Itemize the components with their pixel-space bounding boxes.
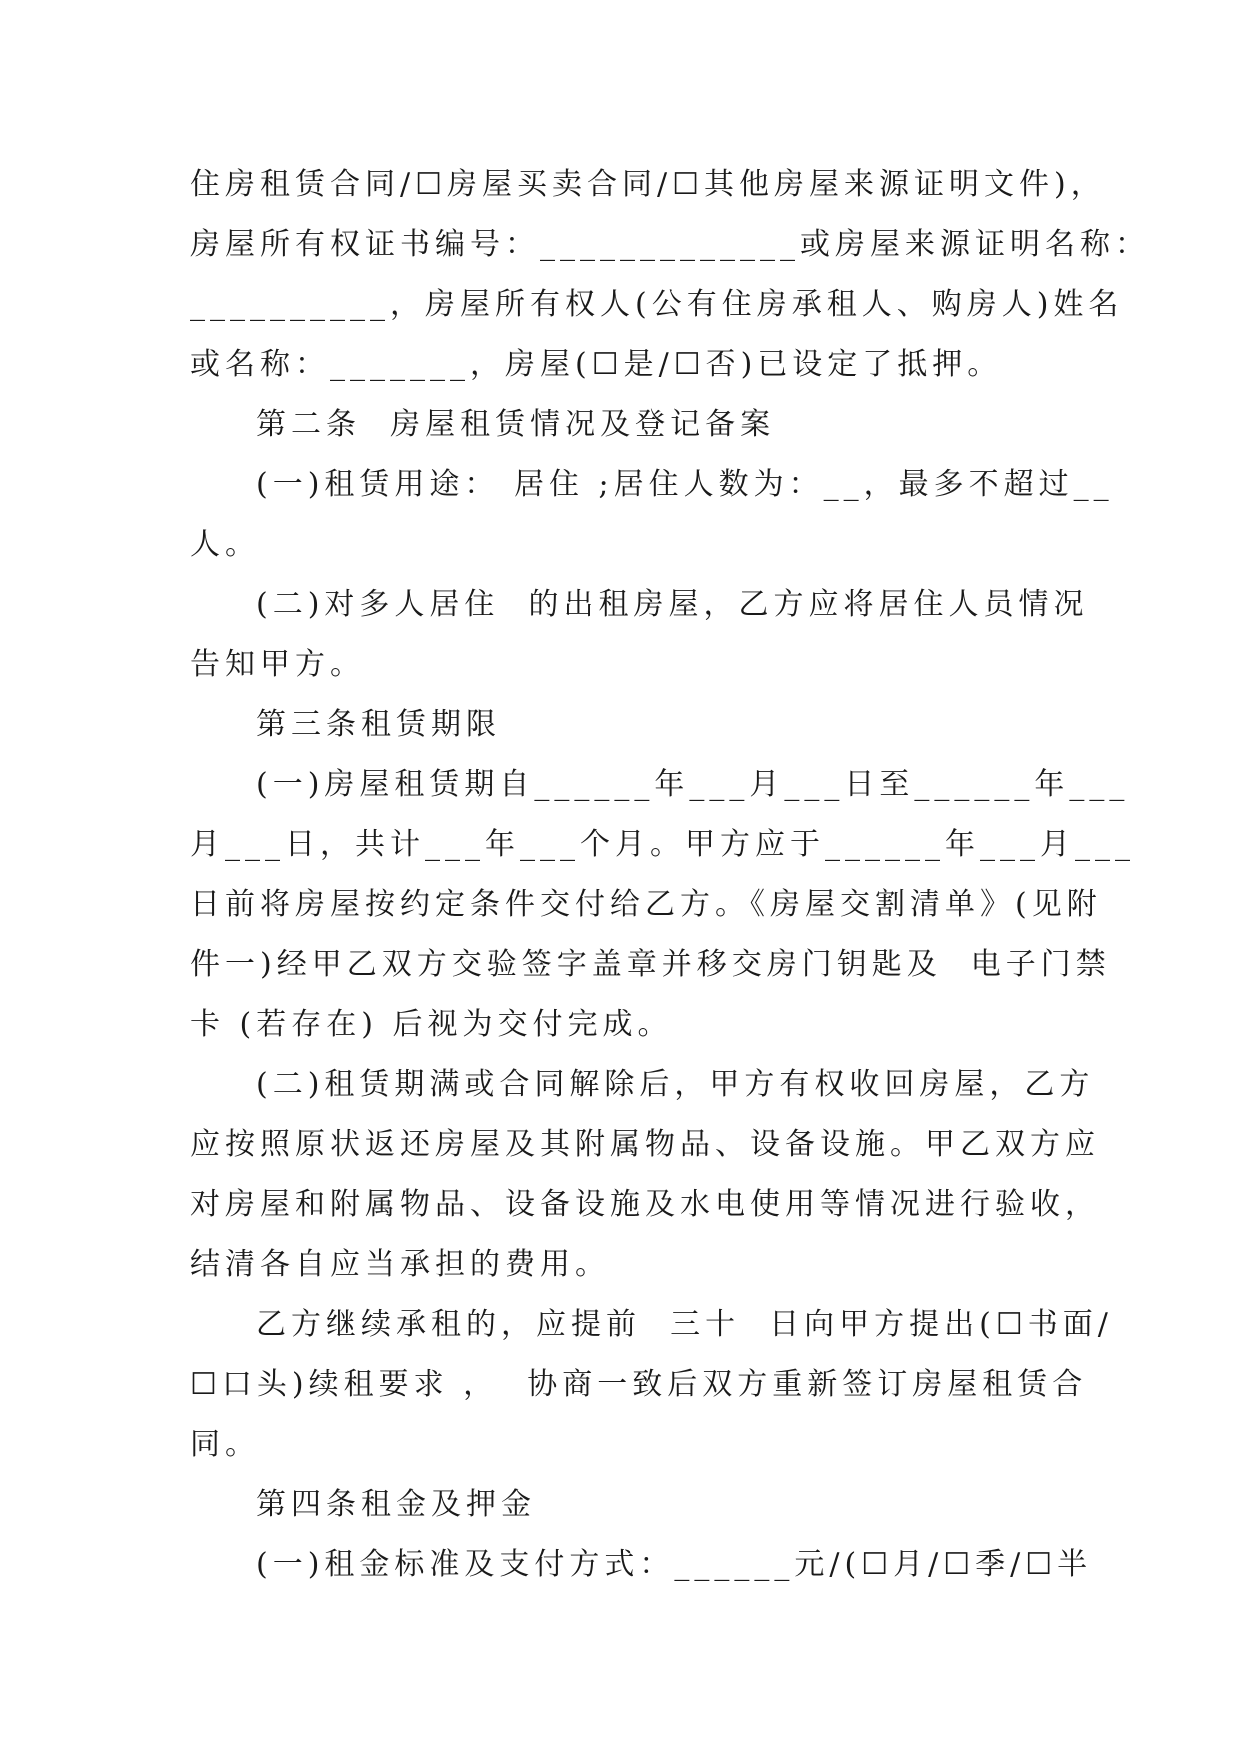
contract-text-line: 卡 (若存在) 后视为交付完成。 xyxy=(190,1007,673,1042)
contract-text-line: __________，房屋所有权人(公有住房承租人、购房人)姓名 xyxy=(190,287,1124,322)
contract-text-line: 日前将房屋按约定条件交付给乙方。《房屋交割清单》(见附 xyxy=(190,887,1102,922)
contract-text-line: 第四条租金及押金 xyxy=(256,1487,536,1522)
contract-text-line: 应按照原状返还房屋及其附属物品、设备设施。甲乙双方应 xyxy=(190,1127,1100,1162)
contract-text-body xyxy=(190,155,1150,1595)
contract-text-line: (一)租赁用途： 居住 ;居住人数为：__，最多不超过__ xyxy=(256,467,1114,502)
contract-text-line: (一)房屋租赁期自______年___月___日至______年___ xyxy=(256,767,1130,802)
contract-text-line: (一)租金标准及支付方式：______元/(☐月/☐季/☐半 xyxy=(256,1547,1093,1582)
contract-text-line: 第三条租赁期限 xyxy=(256,707,501,742)
contract-text-line: (二)对多人居住 的出租房屋，乙方应将居住人员情况 xyxy=(256,587,1089,622)
contract-text-line: 结清各自应当承担的费用。 xyxy=(190,1247,610,1282)
contract-text-line: 人。 xyxy=(190,527,260,562)
contract-text-line: 月___日，共计___年___个月。甲方应于______年___月___ xyxy=(190,827,1135,862)
contract-text-line: 对房屋和附属物品、设备设施及水电使用等情况进行验收， xyxy=(190,1187,1100,1222)
contract-text-line: 乙方继续承租的，应提前 三十 日向甲方提出(☐书面/ xyxy=(256,1307,1113,1342)
contract-text-line: 住房租赁合同/☐房屋买卖合同/☐其他房屋来源证明文件)， xyxy=(190,167,1106,202)
contract-text-line: 告知甲方。 xyxy=(190,647,365,682)
contract-text-line: 同。 xyxy=(190,1427,260,1462)
contract-text-line: ☐口头)续租要求 ， 协商一致后双方重新签订房屋租赁合 xyxy=(190,1367,1088,1402)
contract-text-line: 件一)经甲乙双方交验签字盖章并移交房门钥匙及 电子门禁 xyxy=(190,947,1111,982)
contract-text-line: 房屋所有权证书编号：_____________或房屋来源证明名称： xyxy=(190,227,1150,262)
contract-text-line: 或名称：_______，房屋(☐是/☐否)已设定了抵押。 xyxy=(190,347,1003,382)
contract-text-line: (二)租赁期满或合同解除后，甲方有权收回房屋，乙方 xyxy=(256,1067,1095,1102)
contract-text-line: 第二条 房屋租赁情况及登记备案 xyxy=(256,407,776,442)
